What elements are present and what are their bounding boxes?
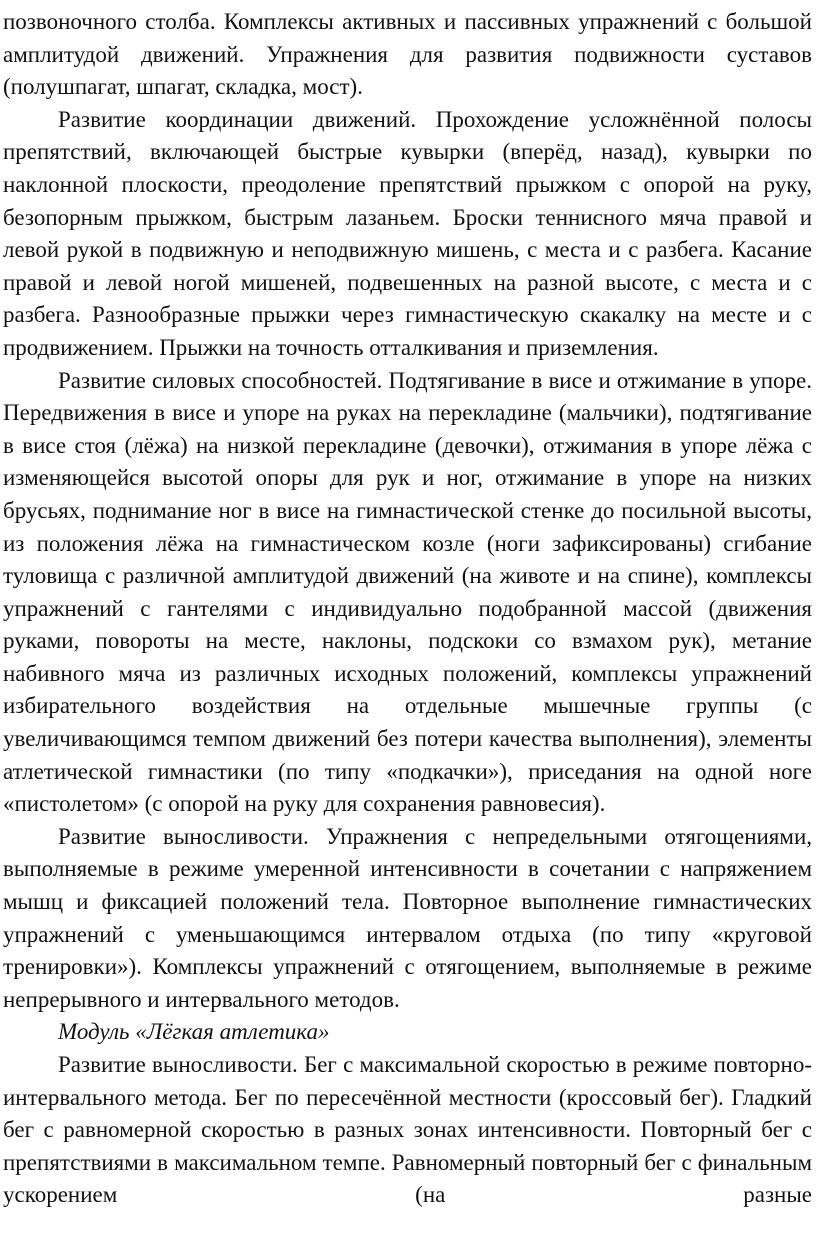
paragraph-flexibility-continued: позвоночного столба. Комплексы активных и пассивных упражнений с большой амплитудой движений. Упражнения для развития подвижности суставов (полушпагат, шпагат, складка, мост). [3, 9, 812, 100]
paragraph-athletics-endurance: Развитие выносливости. Бег с максимальной скоростью в режиме повторно-интервального метода. Бег по пересечённой местности (кроссовый бег). Гладкий бег с равномерной скоростью в разных зонах интенсивности. Повторный бег с препятствиями в максимальном темпе. Равномерный повторный бег с финальным ускорением (на разные [3, 1052, 812, 1208]
module-heading: Модуль «Лёгкая атлетика» [58, 1019, 330, 1045]
paragraph-strength: Развитие силовых способностей. Подтягивание в висе и отжимание в упоре. Передвижения в висе и упоре на руках на перекладине (мальчики), подтягивание в висе стоя (лёжа) на низкой перекладине (девочки), отжимания в упоре лёжа с изменяющейся высотой опоры для рук и ног, отжимание в упоре на низких брусьях, поднимание ног в висе на гимнастической стенке до посильной высоты, из положения лёжа на гимнастическом козле (ноги зафиксированы) сгибание туловища с различной амплитудой движений (на животе и на спине), комплексы упражнений с гантелями с индивидуально подобранной массой (движения руками, повороты на месте, наклоны, подскоки со взмахом рук), метание набивного мяча из различных исходных положений, комплексы упражнений избирательного воздействия на отдельные мышечные группы (с увеличивающимся темпом движений без потери качества выполнения), элементы атлетической гимнастики (по типу «подкачки»), приседания на одной ноге «пистолетом» (с опорой на руку для сохранения равновесия). [3, 367, 812, 817]
paragraph-coordination: Развитие координации движений. Прохождение усложнённой полосы препятствий, включающей быстрые кувырки (вперёд, назад), кувырки по наклонной плоскости, преодоление препятствий прыжком с опорой на руку, безопорным прыжком, быстрым лазаньем. Броски теннисного мяча правой и левой рукой в подвижную и неподвижную мишень, с места и с разбега. Касание правой и левой ногой мишеней, подвешенных на разной высоте, с места и с разбега. Разнообразные прыжки через гимнастическую скакалку на месте и с продвижением. Прыжки на точность отталкивания и приземления. [3, 106, 812, 360]
paragraph-endurance: Развитие выносливости. Упражнения с непредельными отягощениями, выполняемые в режиме умеренной интенсивности в сочетании с напряжением мышц и фиксацией положений тела. Повторное выполнение гимнастических упражнений с уменьшающимся интервалом отдыха (по типу «круговой тренировки»). Комплексы упражнений с отягощением, выполняемые в режиме непрерывного и интервального методов. [3, 823, 812, 1012]
